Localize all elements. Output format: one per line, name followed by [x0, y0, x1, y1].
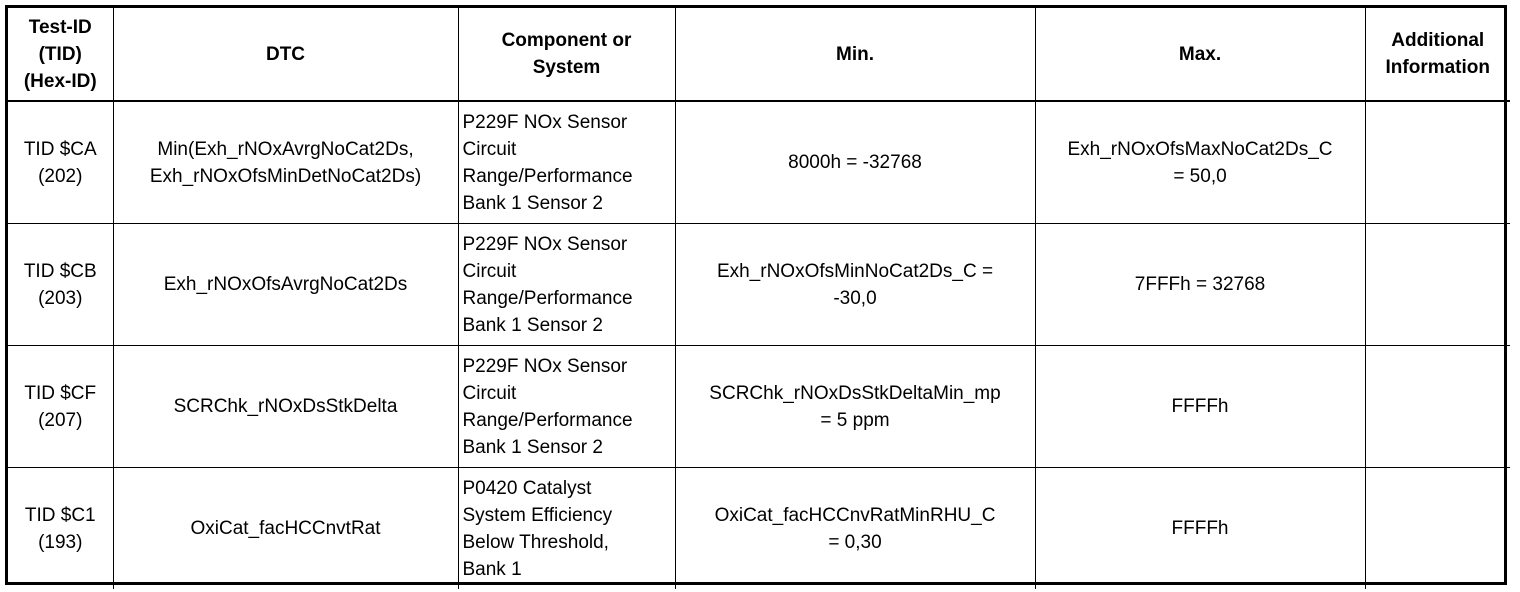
header-dtc: DTC: [113, 8, 458, 101]
cell-tid: TID $CF (207): [8, 346, 113, 468]
cell-info: [1365, 468, 1510, 590]
cell-info: [1365, 224, 1510, 346]
cell-tid: TID $C1 (193): [8, 468, 113, 590]
tid-table: [8, 8, 1510, 589]
table-row: [8, 468, 1510, 590]
cell-dtc: OxiCat_facHCCnvtRat: [113, 468, 458, 590]
cell-max: FFFFh: [1035, 468, 1365, 590]
cell-dtc: Min(Exh_rNOxAvrgNoCat2Ds, Exh_rNOxOfsMinDetNoCat2Ds): [113, 101, 458, 224]
header-tid: Test-ID (TID) (Hex-ID): [8, 8, 113, 101]
cell-component: P229F NOx Sensor Circuit Range/Performance Bank 1 Sensor 2: [458, 346, 675, 468]
cell-component: P229F NOx Sensor Circuit Range/Performance Bank 1 Sensor 2: [458, 101, 675, 224]
cell-dtc: SCRChk_rNOxDsStkDelta: [113, 346, 458, 468]
tid-table-frame: [5, 5, 1507, 585]
cell-tid: TID $CB (203): [8, 224, 113, 346]
cell-info: [1365, 101, 1510, 224]
cell-min: OxiCat_facHCCnvRatMinRHU_C = 0,30: [675, 468, 1035, 590]
cell-max: Exh_rNOxOfsMaxNoCat2Ds_C = 50,0: [1035, 101, 1365, 224]
table-row: [8, 101, 1510, 224]
header-info: Additional Information: [1365, 8, 1510, 101]
header-component: Component or System: [458, 8, 675, 101]
header-row: [8, 8, 1510, 101]
cell-info: [1365, 346, 1510, 468]
header-min: Min.: [675, 8, 1035, 101]
cell-dtc: Exh_rNOxOfsAvrgNoCat2Ds: [113, 224, 458, 346]
cell-min: SCRChk_rNOxDsStkDeltaMin_mp = 5 ppm: [675, 346, 1035, 468]
header-max: Max.: [1035, 8, 1365, 101]
cell-max: 7FFFh = 32768: [1035, 224, 1365, 346]
cell-component: P0420 Catalyst System Efficiency Below Threshold, Bank 1: [458, 468, 675, 590]
cell-tid: TID $CA (202): [8, 101, 113, 224]
cell-component: P229F NOx Sensor Circuit Range/Performance Bank 1 Sensor 2: [458, 224, 675, 346]
table-row: [8, 224, 1510, 346]
cell-max: FFFFh: [1035, 346, 1365, 468]
table-row: [8, 346, 1510, 468]
cell-min: Exh_rNOxOfsMinNoCat2Ds_C = -30,0: [675, 224, 1035, 346]
cell-min: 8000h = -32768: [675, 101, 1035, 224]
